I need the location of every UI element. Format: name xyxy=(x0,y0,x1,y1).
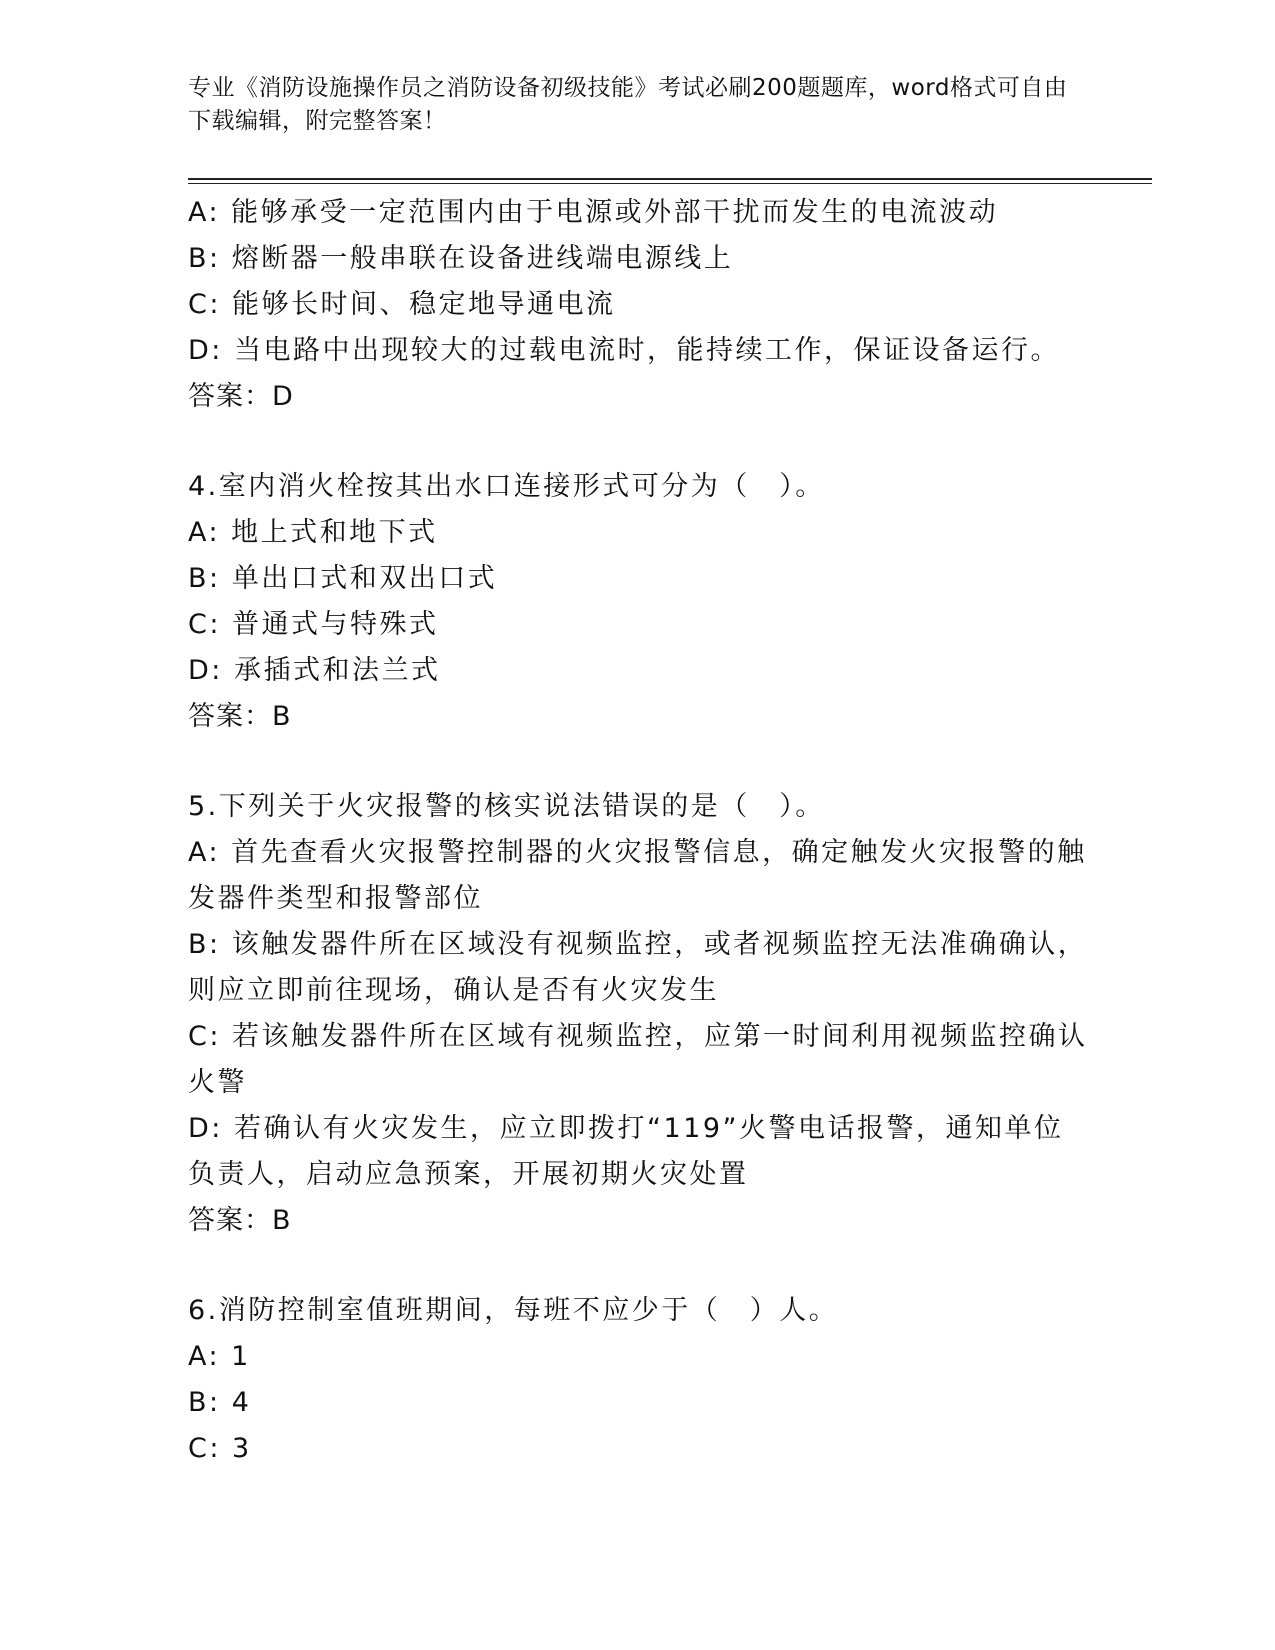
question-title: 5.下列关于火灾报警的核实说法错误的是（ ）。 xyxy=(188,791,825,822)
option-a: A: 1 xyxy=(188,1341,251,1372)
option-b: B: 熔断器一般串联在设备进线端电源线上 xyxy=(188,243,734,274)
question-title: 6.消防控制室值班期间，每班不应少于（ ）人。 xyxy=(188,1295,839,1326)
question-content xyxy=(188,190,1088,1472)
option-d: D: 当电路中出现较大的过载电流时，能持续工作，保证设备运行。 xyxy=(188,335,1060,366)
option-c: C: 普通式与特殊式 xyxy=(188,609,439,640)
header-rule-thin xyxy=(188,183,1152,184)
question-title: 4.室内消火栓按其出水口连接形式可分为（ ）。 xyxy=(188,471,825,502)
option-b: B: 单出口式和双出口式 xyxy=(188,563,498,594)
question-4 xyxy=(188,464,1088,740)
option-b: B: 4 xyxy=(188,1387,252,1418)
question-6 xyxy=(188,1288,1088,1472)
question-3 xyxy=(188,190,1088,420)
option-d: D: 若确认有火灾发生，应立即拨打“119”火警电话报警，通知单位负责人，启动应急预案，开展初期火灾处置 xyxy=(188,1113,1064,1190)
answer-label: 答案：B xyxy=(188,701,292,732)
option-c: C: 3 xyxy=(188,1433,252,1464)
option-d: D: 承插式和法兰式 xyxy=(188,655,441,686)
answer-label: 答案：D xyxy=(188,381,294,412)
option-a: A: 能够承受一定范围内由于电源或外部干扰而发生的电流波动 xyxy=(188,197,999,228)
option-a: A: 首先查看火灾报警控制器的火灾报警信息，确定触发火灾报警的触发器件类型和报警部位 xyxy=(188,837,1087,914)
header-rule-thick xyxy=(188,178,1152,180)
answer-label: 答案：B xyxy=(188,1205,292,1236)
option-a: A: 地上式和地下式 xyxy=(188,517,438,548)
option-c: C: 若该触发器件所在区域有视频监控，应第一时间利用视频监控确认火警 xyxy=(188,1021,1088,1098)
question-5 xyxy=(188,784,1088,1244)
option-c: C: 能够长时间、稳定地导通电流 xyxy=(188,289,616,320)
option-b: B: 该触发器件所在区域没有视频监控，或者视频监控无法准确确认，则应立即前往现场，确认是否有火灾发生 xyxy=(188,929,1088,1006)
document-header: 专业《消防设施操作员之消防设备初级技能》考试必刷200题题库，word格式可自由下载编辑，附完整答案！ xyxy=(188,75,1068,134)
